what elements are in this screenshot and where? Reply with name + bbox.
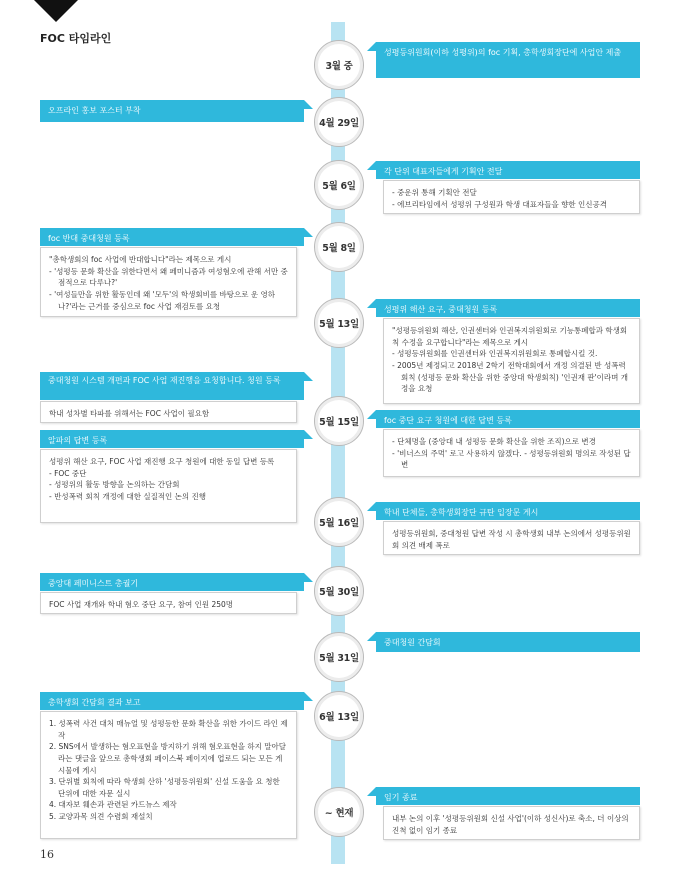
event-line: - 에브리타임에서 성평위 구성원과 학생 대표자들을 향한 인신공격 bbox=[392, 199, 608, 209]
timeline-node-may15: 5월 15일 bbox=[314, 396, 364, 446]
timeline-node-may13: 5월 13일 bbox=[314, 298, 364, 348]
timeline-node-present: ~ 현재 bbox=[314, 787, 364, 837]
event-body-reform-petition bbox=[40, 401, 297, 423]
event-line: - 2005년 제정되고 2018년 2학기 전학대회에서 개정 의결된 반 성폭력 회칙 (성평등 문화 확산을 위한 중앙대 학생회칙) '인권재 판'이라며 개정을 요청 bbox=[392, 360, 629, 394]
event-body-alpha-answer bbox=[40, 449, 297, 523]
event-body-council-report bbox=[40, 711, 297, 839]
event-line: 1. 성폭력 사건 대처 매뉴얼 및 성평등한 문화 확산을 위한 가이드 라인 제작 bbox=[49, 719, 288, 740]
event-header-plan-delivery: 각 단위 대표자들에게 기획안 전달 bbox=[376, 161, 640, 179]
event-header-stop-answer: foc 중단 요구 청원에 대한 답변 등록 bbox=[376, 410, 640, 428]
corner-triangle-marker bbox=[34, 0, 78, 22]
page-number: 16 bbox=[40, 848, 54, 861]
event-line: 5. 교양과목 의견 수렴회 재설치 bbox=[49, 812, 153, 821]
event-line: "총학생회의 foc 사업에 반대합니다"라는 제목으로 게시 bbox=[49, 255, 232, 264]
timeline-node-may6: 5월 6일 bbox=[314, 160, 364, 210]
event-line: - '비너스의 주먹' 로고 사용하지 않겠다. - 성평등위원회 명의로 작성된 답변 bbox=[392, 448, 631, 470]
event-line: 성평등위원회, 중대청원 답변 작성 시 총학생회 내부 논의에서 성평등위원회 의견 배제 폭로 bbox=[392, 529, 631, 550]
timeline-node-may8: 5월 8일 bbox=[314, 222, 364, 272]
event-line: 내부 논의 이후 '성평등위원회 신설 사업'(이하 성신사)로 축소, 더 이상의 진척 없이 임기 종료 bbox=[392, 814, 629, 835]
page-title: FOC 타임라인 bbox=[40, 32, 112, 45]
event-header-petition-meeting: 중대청원 간담회 bbox=[376, 632, 640, 652]
event-header-reform-petition: 중대청원 시스템 개편과 FOC 사업 재진행을 요청합니다. 청원 등록 bbox=[40, 372, 304, 400]
event-header-poster: 오프라인 홍보 포스터 부착 bbox=[40, 100, 304, 122]
event-line: 4. 대자보 훼손과 관련된 카드뉴스 제작 bbox=[49, 800, 177, 810]
timeline-node-may31: 5월 31일 bbox=[314, 632, 364, 682]
event-body-plan-delivery bbox=[383, 180, 640, 214]
event-line: - 성평위의 활동 방향을 논의하는 간담회 bbox=[49, 480, 180, 490]
event-line: 2. SNS에서 발생하는 혐오표현을 방지하기 위해 혐오표현을 하지 말아달라는 댓글을 앞으로 총학생회 페이스북 페이지에 업로드 되는 모든 게시물에 게시 bbox=[49, 742, 286, 775]
event-body-dissolution-petition bbox=[383, 318, 640, 404]
event-header-foc-plan: 성평등위원회(이하 성평위)의 foc 기획, 총학생회장단에 사업안 제출 bbox=[376, 42, 640, 78]
event-header-alpha-answer: 알파의 답변 등록 bbox=[40, 430, 304, 448]
event-header-council-report: 총학생회 간담회 결과 보고 bbox=[40, 692, 304, 710]
event-line: 성평위 해산 요구, FOC 사업 재진행 요구 청원에 대한 동일 답변 등록 bbox=[49, 457, 275, 466]
event-line: - 성평등위원회를 인권센터와 인권복지위원회로 통폐합시킬 것. bbox=[392, 349, 598, 359]
event-header-oppose-petition: foc 반대 중대청원 등록 bbox=[40, 228, 304, 246]
event-line: - 반성폭력 회칙 개정에 대한 실질적인 논의 진행 bbox=[49, 491, 207, 501]
event-line: FOC 사업 재개와 학내 혐오 중단 요구, 참여 인원 250명 bbox=[49, 600, 234, 609]
event-line: - '성평등 문화 확산을 위한다면서 왜 페미니즘과 여성혐오에 관해 서만 중점적으로 다루나?' bbox=[49, 266, 288, 288]
timeline-node-jun13: 6월 13일 bbox=[314, 691, 364, 741]
event-line: "성평등위원회 해산, 인권센터와 인권복지위원회로 기능통폐합과 학생회칙 수정을 요구합니다"라는 제목으로 게시 bbox=[392, 326, 628, 347]
event-body-stop-answer bbox=[383, 429, 640, 477]
event-line: 학내 성차별 타파를 위해서는 FOC 사업이 필요함 bbox=[49, 409, 210, 418]
event-line: - FOC 중단 bbox=[49, 468, 87, 478]
event-line: - 단체명을 (중앙대 내 성평등 문화 확산을 위한 조직)으로 변경 bbox=[392, 437, 596, 446]
event-body-condemn-statement bbox=[383, 521, 640, 555]
event-body-feminist-rally bbox=[40, 592, 297, 614]
event-body-oppose-petition bbox=[40, 247, 297, 317]
event-body-term-end bbox=[383, 806, 640, 840]
event-header-condemn-statement: 학내 단체들, 총학생회장단 규탄 입장문 게시 bbox=[376, 502, 640, 520]
event-line: - '여성들만을 위한 활동인데 왜 '모두'의 학생회비를 바탕으로 운 영하나?'라는 근거를 중심으로 foc 사업 재검토를 요청 bbox=[49, 289, 275, 311]
timeline-node-may30: 5월 30일 bbox=[314, 566, 364, 616]
event-header-dissolution-petition: 성평위 해산 요구, 중대청원 등록 bbox=[376, 299, 640, 317]
timeline-node-may16: 5월 16일 bbox=[314, 497, 364, 547]
event-header-feminist-rally: 중앙대 페미니스트 총궐기 bbox=[40, 573, 304, 591]
timeline-node-mar: 3월 중 bbox=[314, 40, 364, 90]
event-header-term-end: 임기 종료 bbox=[376, 787, 640, 805]
timeline-node-apr29: 4월 29일 bbox=[314, 97, 364, 147]
event-line: - 중운위 통해 기획안 전달 bbox=[392, 188, 477, 197]
event-line: 3. 단위별 회칙에 따라 학생회 산하 '성평등위원회' 신설 도움을 요 청한 단위에 대한 자문 실시 bbox=[49, 777, 280, 798]
